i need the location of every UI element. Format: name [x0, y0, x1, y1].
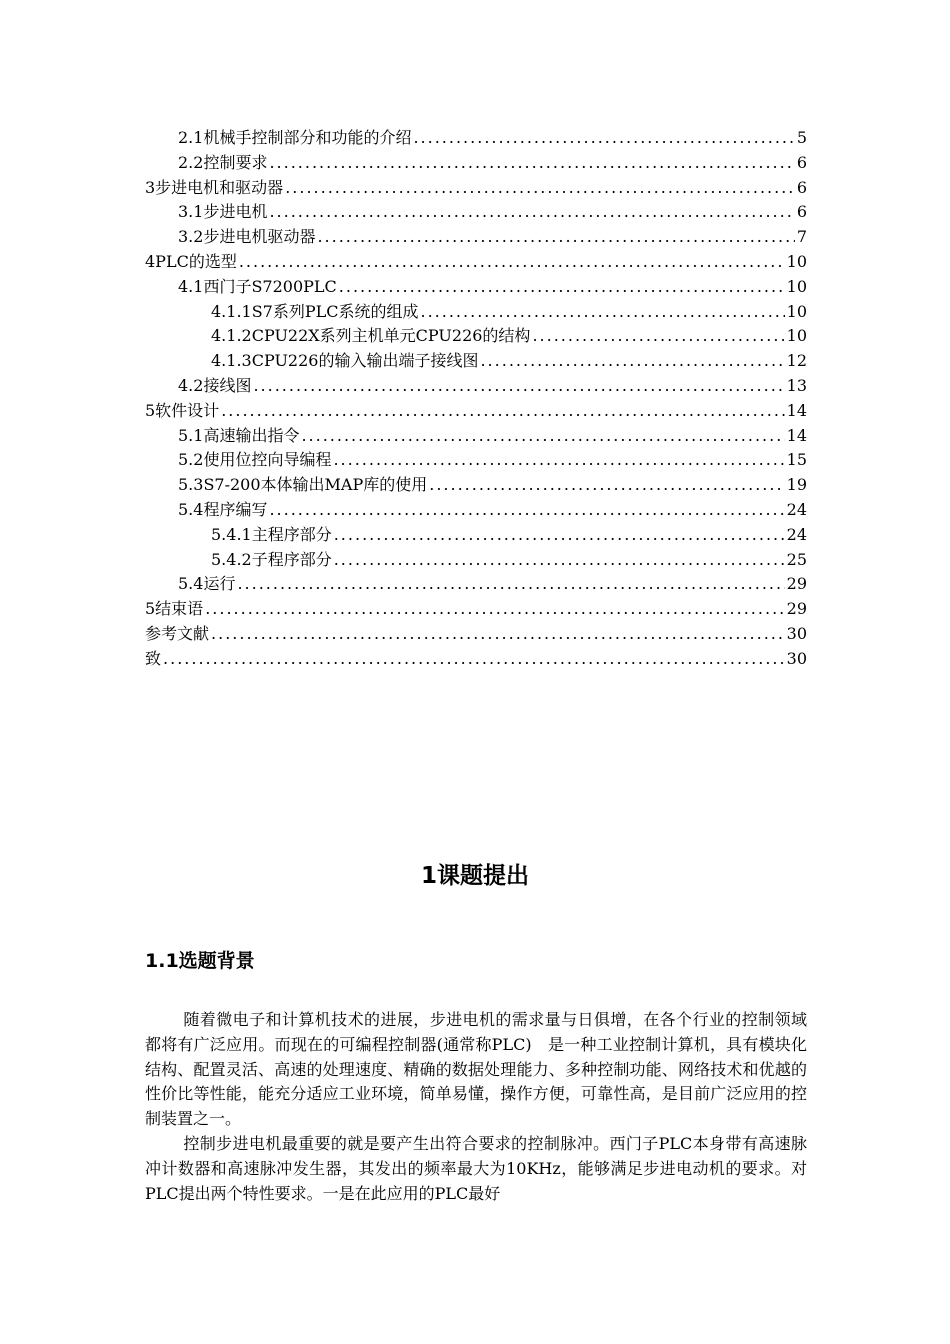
toc-entry-title: 4.1.3CPU226的输入输出端子接线图 [211, 351, 479, 371]
toc-entry-title: 2.2控制要求 [178, 152, 268, 172]
toc-entry[interactable] [145, 424, 807, 449]
toc-entry-page: 10 [786, 251, 807, 271]
toc-entry[interactable] [145, 448, 807, 473]
toc-entry-page: 29 [786, 599, 807, 619]
toc-entry[interactable] [145, 324, 807, 349]
toc-leader [269, 200, 794, 225]
paragraph: 控制步进电机最重要的就是要产生出符合要求的控制脉冲。西门子PLC本身带有高速脉冲计数器和高速脉冲发生器，其发出的频率最大为10KHz，能够满足步进电动机的要求。对PLC提出两个特性要求。一是在此应用的PLC最好 [145, 1133, 807, 1203]
toc-entry-page: 25 [786, 549, 807, 569]
section-title: 1.1选题背景 [145, 950, 255, 972]
toc-entry-title: 5.4程序编写 [178, 499, 268, 519]
toc-leader [285, 176, 795, 201]
toc-entry-title: 5.3S7-200本体输出MAP库的使用 [178, 475, 428, 495]
toc-leader [253, 374, 784, 399]
toc-leader [211, 622, 785, 647]
body-text [145, 1008, 807, 1206]
toc-entry-page: 24 [786, 524, 807, 544]
toc-entry[interactable] [145, 597, 807, 622]
toc-entry[interactable] [145, 374, 807, 399]
toc-entry-title: 3.2步进电机驱动器 [178, 227, 316, 247]
toc-entry-page: 29 [786, 574, 807, 594]
toc-leader [205, 597, 784, 622]
toc-leader [239, 250, 785, 275]
paragraph: 随着微电子和计算机技术的进展，步进电机的需求量与日俱增，在各个行业的控制领域都将有广泛应用。而现在的可编程控制器(通常称PLC) 是一种工业控制计算机，具有模块化结构、配置灵活、高速的处理速度、精确的数据处理能力、多种控制功能、网络技术和优越的性价比等性能，能充分适应工业环境，简单易懂，操作方便，可靠性高，是目前广泛应用的控制装置之一。 [145, 1010, 807, 1129]
toc-entry-title: 2.1机械手控制部分和功能的介绍 [178, 128, 412, 147]
toc-entry[interactable] [145, 151, 807, 176]
toc-leader [269, 151, 794, 176]
toc-leader [221, 399, 784, 424]
toc-entry-page: 24 [786, 499, 807, 519]
toc-entry-page: 7 [796, 227, 807, 247]
toc-entry-title: 5软件设计 [145, 400, 220, 420]
toc-entry-page: 5 [796, 128, 807, 147]
toc-leader [163, 647, 785, 672]
toc-leader [301, 424, 784, 449]
toc-entry[interactable] [145, 300, 807, 325]
toc-entry[interactable] [145, 572, 807, 597]
toc-entry-page: 15 [786, 450, 807, 470]
toc-entry-title: 3.1步进电机 [178, 202, 268, 222]
toc-entry[interactable] [145, 622, 807, 647]
toc-leader [480, 349, 784, 374]
toc-entry-page: 6 [796, 177, 807, 197]
toc-entry[interactable] [145, 498, 807, 523]
toc-entry-page: 12 [786, 351, 807, 371]
toc-entry[interactable] [145, 399, 807, 424]
toc-leader [334, 523, 785, 548]
toc-entry-title: 4.1西门子S7200PLC [178, 276, 337, 296]
toc-entry[interactable] [145, 349, 807, 374]
toc-entry[interactable] [145, 473, 807, 498]
toc-leader [334, 548, 785, 573]
chapter-title: 1课题提出 [420, 863, 529, 889]
toc-leader [269, 498, 784, 523]
toc-leader [317, 225, 794, 250]
toc-entry-title: 4.1.1S7系列PLC系统的组成 [211, 301, 419, 321]
toc-entry-page: 10 [786, 326, 807, 346]
toc-leader [413, 126, 794, 151]
toc-entry[interactable] [145, 225, 807, 250]
toc-entry-page: 14 [786, 425, 807, 445]
toc-entry-page: 19 [786, 475, 807, 495]
toc-entry-page: 6 [796, 202, 807, 222]
toc-entry[interactable] [145, 647, 807, 672]
toc-entry[interactable] [145, 523, 807, 548]
toc-entry-page: 30 [786, 623, 807, 643]
toc-entry[interactable] [145, 200, 807, 225]
toc-entry-title: 参考文献 [145, 623, 210, 643]
toc-entry-title: 5.4运行 [178, 574, 236, 594]
toc-entry-title: 3步进电机和驱动器 [145, 177, 284, 197]
toc-entry[interactable] [145, 250, 807, 275]
toc-entry[interactable] [145, 126, 807, 151]
toc-entry-title: 4PLC的选型 [145, 251, 237, 271]
toc-entry-page: 13 [786, 375, 807, 395]
toc-entry-page: 30 [786, 648, 807, 668]
table-of-contents [145, 126, 807, 672]
toc-entry-title: 5.2使用位控向导编程 [178, 450, 332, 470]
toc-entry-title: 4.2接线图 [178, 375, 252, 395]
toc-entry-title: 致 [145, 648, 162, 668]
toc-entry-title: 5.4.2子程序部分 [211, 549, 332, 569]
toc-leader [339, 275, 785, 300]
toc-leader [237, 572, 784, 597]
toc-entry-page: 6 [796, 152, 807, 172]
toc-entry-title: 5结束语 [145, 599, 204, 619]
toc-entry-page: 14 [786, 400, 807, 420]
toc-leader [429, 473, 784, 498]
toc-leader [333, 448, 784, 473]
toc-leader [532, 324, 784, 349]
toc-leader [421, 300, 785, 325]
toc-entry[interactable] [145, 176, 807, 201]
toc-entry-page: 10 [786, 276, 807, 296]
toc-entry-title: 5.4.1主程序部分 [211, 524, 332, 544]
toc-entry-page: 10 [786, 301, 807, 321]
toc-entry[interactable] [145, 275, 807, 300]
toc-entry-title: 4.1.2CPU22X系列主机单元CPU226的结构 [211, 326, 531, 346]
toc-entry-title: 5.1高速输出指令 [178, 425, 300, 445]
toc-entry[interactable] [145, 548, 807, 573]
